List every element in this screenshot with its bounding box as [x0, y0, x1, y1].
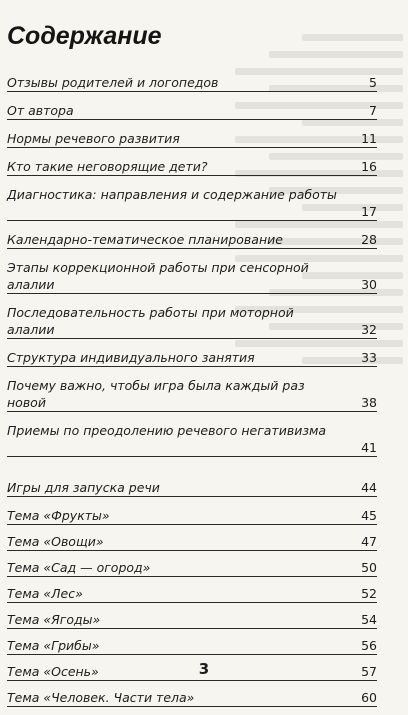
toc-entry-page: 54 [361, 612, 377, 627]
toc-entry-title: Тема «Лес» [7, 586, 83, 601]
toc-entry[interactable] [7, 611, 377, 629]
toc-entry-page: 5 [369, 75, 377, 90]
toc-entry[interactable] [7, 585, 377, 603]
toc-entry-page: 38 [361, 395, 377, 410]
toc-entry[interactable] [7, 186, 377, 221]
toc-entry[interactable] [7, 637, 377, 655]
toc-entry-page: 60 [361, 690, 377, 705]
toc-entry-title: Игры для запуска речи [7, 480, 160, 495]
toc-entry-title: Тема «Овощи» [7, 534, 104, 549]
toc-entry[interactable] [7, 349, 377, 367]
toc-entry-title: Структура индивидуального занятия [7, 350, 255, 365]
toc-entry[interactable] [7, 102, 377, 120]
toc-entry[interactable] [7, 158, 377, 176]
toc-entry-title: Тема «Сад — огород» [7, 560, 151, 575]
toc-entry[interactable] [7, 74, 377, 92]
toc-entry-title: Нормы речевого развития [7, 131, 180, 146]
toc-entry[interactable] [7, 507, 377, 525]
toc-entry[interactable] [7, 130, 377, 148]
toc-entry-title: Тема «Осень» [7, 664, 99, 679]
toc-entry-page: 17 [361, 204, 377, 219]
toc-entry[interactable] [7, 479, 377, 497]
toc-title: Содержание [7, 22, 162, 50]
toc-entry-page: 11 [361, 131, 377, 146]
toc-entry[interactable] [7, 259, 377, 294]
toc-entry-title: Этапы коррекционной работы при сенсорной алалии [7, 260, 309, 292]
toc-entry[interactable] [7, 559, 377, 577]
toc-entry-title: Почему важно, чтобы игра была каждый раз новой [7, 378, 305, 410]
toc-entry-page: 30 [361, 277, 377, 292]
toc-entry-title: Тема «Ягоды» [7, 612, 101, 627]
toc-entry[interactable] [7, 304, 377, 339]
toc-entry[interactable] [7, 231, 377, 249]
toc-entry-title: Календарно-тематическое планирование [7, 232, 283, 247]
toc-entry-page: 47 [361, 534, 377, 549]
toc-entry-title: От автора [7, 103, 74, 118]
toc-entry-page: 41 [361, 440, 377, 455]
toc-entry-page: 44 [361, 480, 377, 495]
toc-entry-page: 16 [361, 159, 377, 174]
toc-entry[interactable] [7, 533, 377, 551]
toc-entry-page: 52 [361, 586, 377, 601]
toc-entry-page: 32 [361, 322, 377, 337]
toc-entry-title: Тема «Человек. Части тела» [7, 690, 195, 705]
toc-entry-title: Диагностика: направления и содержание работы [7, 187, 337, 202]
toc-entry-title: Приемы по преодолению речевого негативизма [7, 423, 327, 438]
toc-entry-title: Кто такие неговорящие дети? [7, 159, 208, 174]
toc-entry-title: Тема «Фрукты» [7, 508, 110, 523]
toc-entry-page: 57 [361, 664, 377, 679]
toc-entry-title: Последовательность работы при моторной алалии [7, 305, 294, 337]
toc-entry-page: 50 [361, 560, 377, 575]
toc-entry-page: 33 [361, 350, 377, 365]
page-number: 3 [198, 660, 210, 678]
toc-entry[interactable] [7, 689, 377, 707]
toc-entry-page: 7 [369, 103, 377, 118]
toc-list [7, 74, 377, 715]
toc-entry-title: Отзывы родителей и логопедов [7, 75, 219, 90]
toc-entry-page: 56 [361, 638, 377, 653]
toc-entry-page: 45 [361, 508, 377, 523]
toc-entry[interactable] [7, 422, 377, 457]
toc-entry-page: 28 [361, 232, 377, 247]
toc-entry[interactable] [7, 377, 377, 412]
toc-entry-title: Тема «Грибы» [7, 638, 100, 653]
